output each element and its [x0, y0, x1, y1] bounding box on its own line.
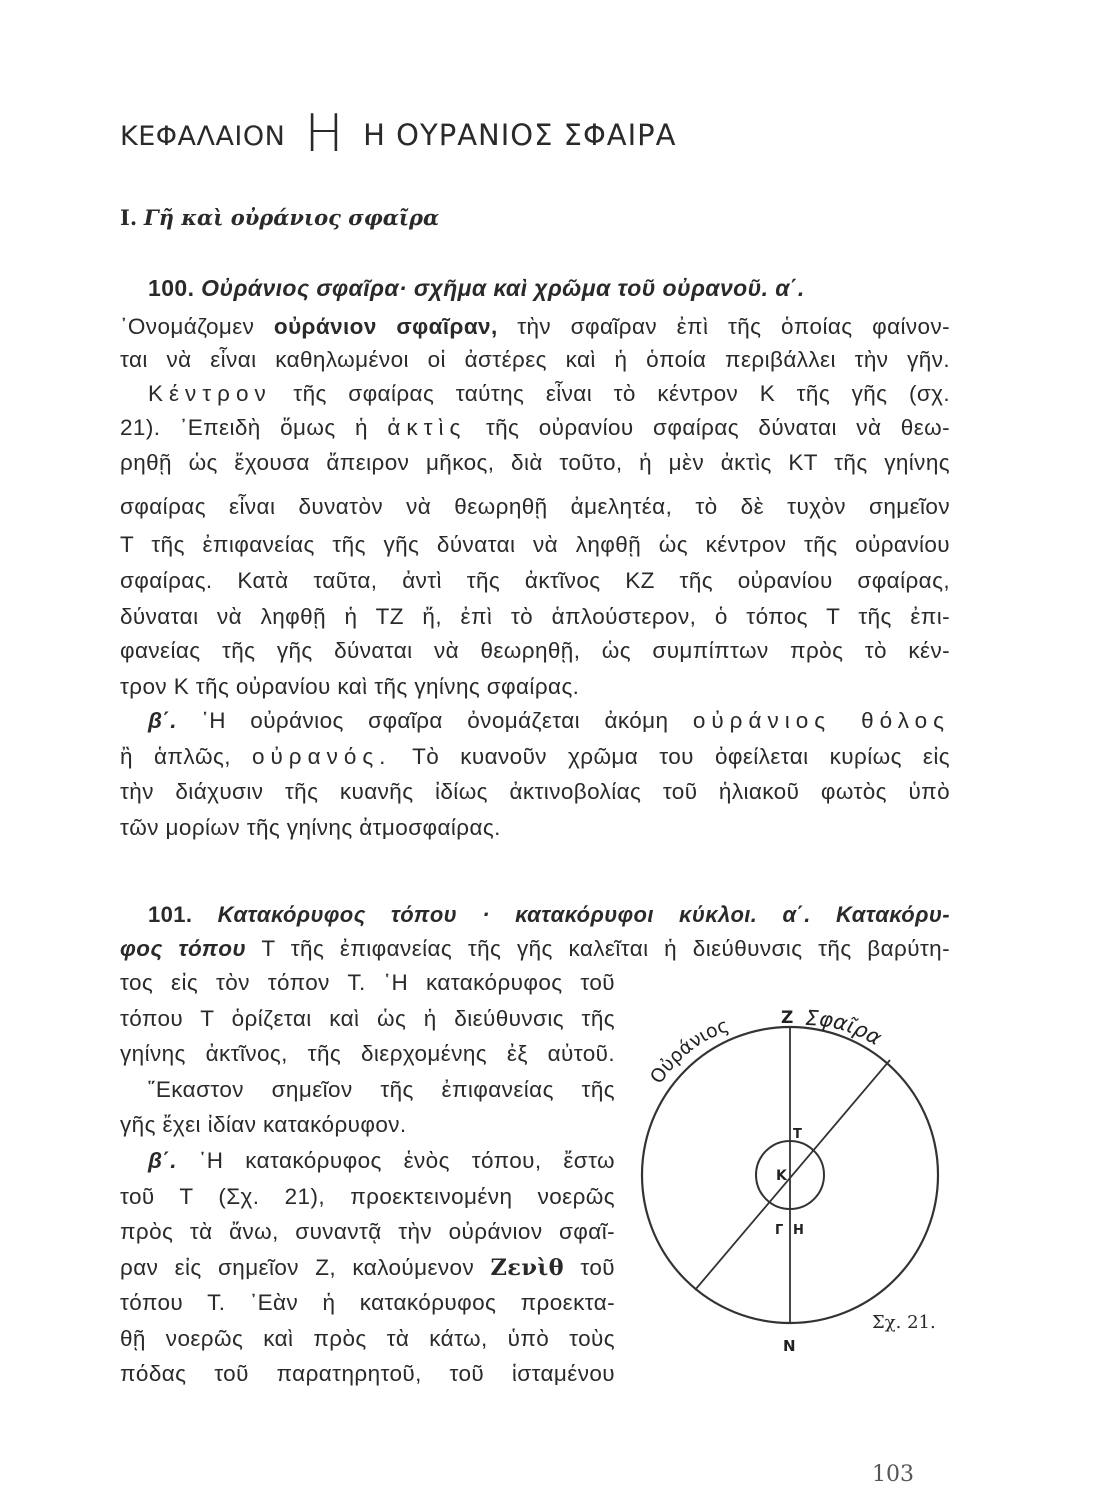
p101-l11-pre: ραν εἰς σημεῖον Ζ, καλούμενον	[120, 1255, 475, 1280]
p100-line-11: τρον Κ τῆς οὐρανίου καὶ τῆς γηίνης σφαίρας.	[120, 674, 580, 699]
p101-heading-line	[148, 902, 950, 928]
p100-line-1	[120, 314, 950, 340]
chapter-letter: Η	[304, 104, 345, 164]
p101-l11-post: τοῦ	[580, 1255, 616, 1280]
p101-line-6: ῞Εκαστον σημεῖον τῆς ἐπιφανείας τῆς	[148, 1077, 615, 1102]
p100-line-4	[120, 415, 950, 441]
p100-l4-spaced: ἀκτὶς	[387, 415, 467, 440]
p101-line-2	[120, 936, 950, 962]
p101-sub-b: β΄.	[148, 1148, 177, 1173]
p100-l13-post: Τὸ κυανοῦν χρῶμα του ὀφείλεται κυρίως εἰς	[412, 744, 950, 769]
p101-l1-bold-end: Κατακόρυ-	[835, 902, 950, 927]
diagonal-line	[695, 1060, 890, 1290]
p101-line-12: τόπου Τ. ᾿Εὰν ἡ κατακόρυφος προεκτα-	[120, 1290, 615, 1315]
label-z: Ζ	[781, 1008, 794, 1028]
p101-line-13: θῇ νοερῶς καὶ πρὸς τὰ κάτω, ὑπὸ τοὺς	[120, 1326, 615, 1351]
page-number: 103	[872, 1462, 914, 1487]
p100-sub-b: β΄.	[148, 708, 177, 733]
p100-heading-line	[148, 275, 805, 302]
p100-line-10: φανείας τῆς γῆς δύναται νὰ θεωρηθῇ, ὡς συμπίπτων πρὸς τὸ κέν-	[120, 638, 950, 663]
section-heading	[120, 205, 439, 230]
p100-line-13	[120, 744, 950, 770]
p100-line-14: τὴν διάχυσιν τῆς κυανῆς ἰδίως ἀκτινοβολίας τοῦ ἡλιακοῦ φωτὸς ὑπὸ	[120, 779, 950, 804]
chapter-word: ΚΕΦΑΛΑΙΟΝ	[120, 121, 286, 152]
p101-l2-post: Τ τῆς ἐπιφανείας τῆς γῆς καλεῖται ἡ διεύθυνσις τῆς βαρύτη-	[261, 936, 950, 961]
p101-line-3: τος εἰς τὸν τόπον Τ. ῾Η κατακόρυφος τοῦ	[120, 970, 615, 995]
p101-line-14: πόδας τοῦ παρατηρητοῦ, τοῦ ἱσταμένου	[120, 1361, 615, 1386]
p101-l11-bold: Ζενὶθ	[490, 1255, 565, 1281]
p100-line-9: δύναται νὰ ληφθῇ ἡ ΤΖ ἤ, ἐπὶ τὸ ἁπλούστερον, ὁ τόπος Τ τῆς ἐπι-	[120, 604, 950, 629]
p100-l13-spaced: οὐρανός.	[251, 744, 392, 769]
label-k: Κ	[776, 1168, 787, 1184]
p100-l13-pre: ἢ ἁπλῶς,	[120, 744, 231, 769]
p101-sub-a: α΄.	[782, 902, 811, 927]
p101-number: 101.	[148, 902, 193, 927]
p101-heading: Κατακόρυφος τόπου · κατακόρυφοι κύκλοι.	[217, 902, 758, 927]
p100-l1-bold: οὐράνιον σφαῖραν,	[273, 314, 498, 339]
p100-l12-spaced: οὐράνιος θόλος	[692, 708, 950, 733]
p100-line-5: ρηθῇ ὡς ἔχουσα ἄπειρον μῆκος, διὰ τοῦτο, ἡ μὲν ἀκτὶς ΚΤ τῆς γηίνης	[120, 450, 950, 475]
p101-line-5: γηίνης ἀκτῖνος, τῆς διερχομένης ἐξ αὐτοῦ.	[120, 1041, 615, 1066]
p100-line-12	[148, 708, 950, 734]
p100-line-3	[148, 381, 950, 407]
p100-l1-post: τὴν σφαῖραν ἐπὶ τῆς ὁποίας φαίνον-	[517, 314, 951, 339]
p100-l3-spaced: Κέντρον	[148, 381, 272, 406]
p101-l2-bold: φος τόπου	[120, 936, 247, 961]
p100-l3-post: τῆς σφαίρας ταύτης εἶναι τὸ κέντρον Κ τῆς γῆς (σχ.	[293, 381, 951, 406]
p101-l8-post: ῾Η κατακόρυφος ἑνὸς τόπου, ἔστω	[198, 1148, 616, 1173]
p101-line-7: γῆς ἔχει ἰδίαν κατακόρυφον.	[120, 1112, 407, 1137]
label-t: Τ	[793, 1127, 802, 1142]
p100-line-2: ται νὰ εἶναι καθηλωμένοι οἱ ἀστέρες καὶ ἡ ὁποία περιβάλλει τὴν γῆν.	[120, 347, 950, 372]
chapter-header	[120, 98, 677, 164]
p100-l12-pre: ῾Η οὐράνιος σφαῖρα ὀνομάζεται ἀκόμη	[201, 708, 669, 733]
section-number: I.	[120, 205, 138, 230]
p100-l4-post: τῆς οὐρανίου σφαίρας δύναται νὰ θεω-	[485, 415, 950, 440]
chapter-title: Η ΟΥΡΑΝΙΟΣ ΣΦΑΙΡΑ	[363, 118, 677, 152]
p100-line-7: Τ τῆς ἐπιφανείας τῆς γῆς δύναται νὰ ληφθῇ ὡς κέντρον τῆς οὐρανίου	[120, 532, 950, 557]
p100-line-15: τῶν μορίων τῆς γηίνης ἀτμοσφαίρας.	[120, 815, 501, 840]
p100-number: 100.	[148, 275, 195, 301]
label-g: Γ	[775, 1223, 784, 1238]
p100-l1-pre: ᾿Ονομάζομεν	[120, 314, 255, 339]
label-n: Ν	[783, 1337, 796, 1355]
p101-line-9: τοῦ Τ (Σχ. 21), προεκτεινομένη νοερῶς	[120, 1184, 615, 1209]
p100-line-8: σφαίρας. Κατὰ ταῦτα, ἀντὶ τῆς ἀκτῖνος ΚΖ τῆς οὐρανίου σφαίρας,	[120, 568, 950, 593]
p101-line-8	[148, 1148, 615, 1174]
section-title: Γῆ καὶ οὐράνιος σφαῖρα	[143, 205, 440, 230]
p101-line-11	[120, 1255, 615, 1281]
p100-heading: Οὐράνιος σφαῖρα· σχῆμα καὶ χρῶμα τοῦ οὐρανοῦ.	[201, 275, 769, 301]
label-h: Η	[793, 1223, 804, 1238]
p100-line-6: σφαίρας εἶναι δυνατὸν νὰ θεωρηθῇ ἀμελητέα, τὸ δὲ τυχὸν σημεῖον	[120, 494, 950, 519]
label-ouranios: Οὐράνιος	[645, 1014, 732, 1088]
p101-line-10: πρὸς τὰ ἄνω, συναντᾷ τὴν οὐράνιον σφαῖ-	[120, 1219, 615, 1244]
p100-l4-pre: 21). ᾿Επειδὴ ὅμως ἡ	[120, 415, 368, 440]
label-sfaira: Σφαῖρα	[804, 1005, 886, 1051]
p100-sub-a: α΄.	[775, 275, 805, 301]
figure-caption: Σχ. 21.	[872, 1312, 936, 1333]
p101-line-4: τόπου Τ ὁρίζεται καὶ ὡς ἡ διεύθυνσις τῆς	[120, 1006, 615, 1031]
